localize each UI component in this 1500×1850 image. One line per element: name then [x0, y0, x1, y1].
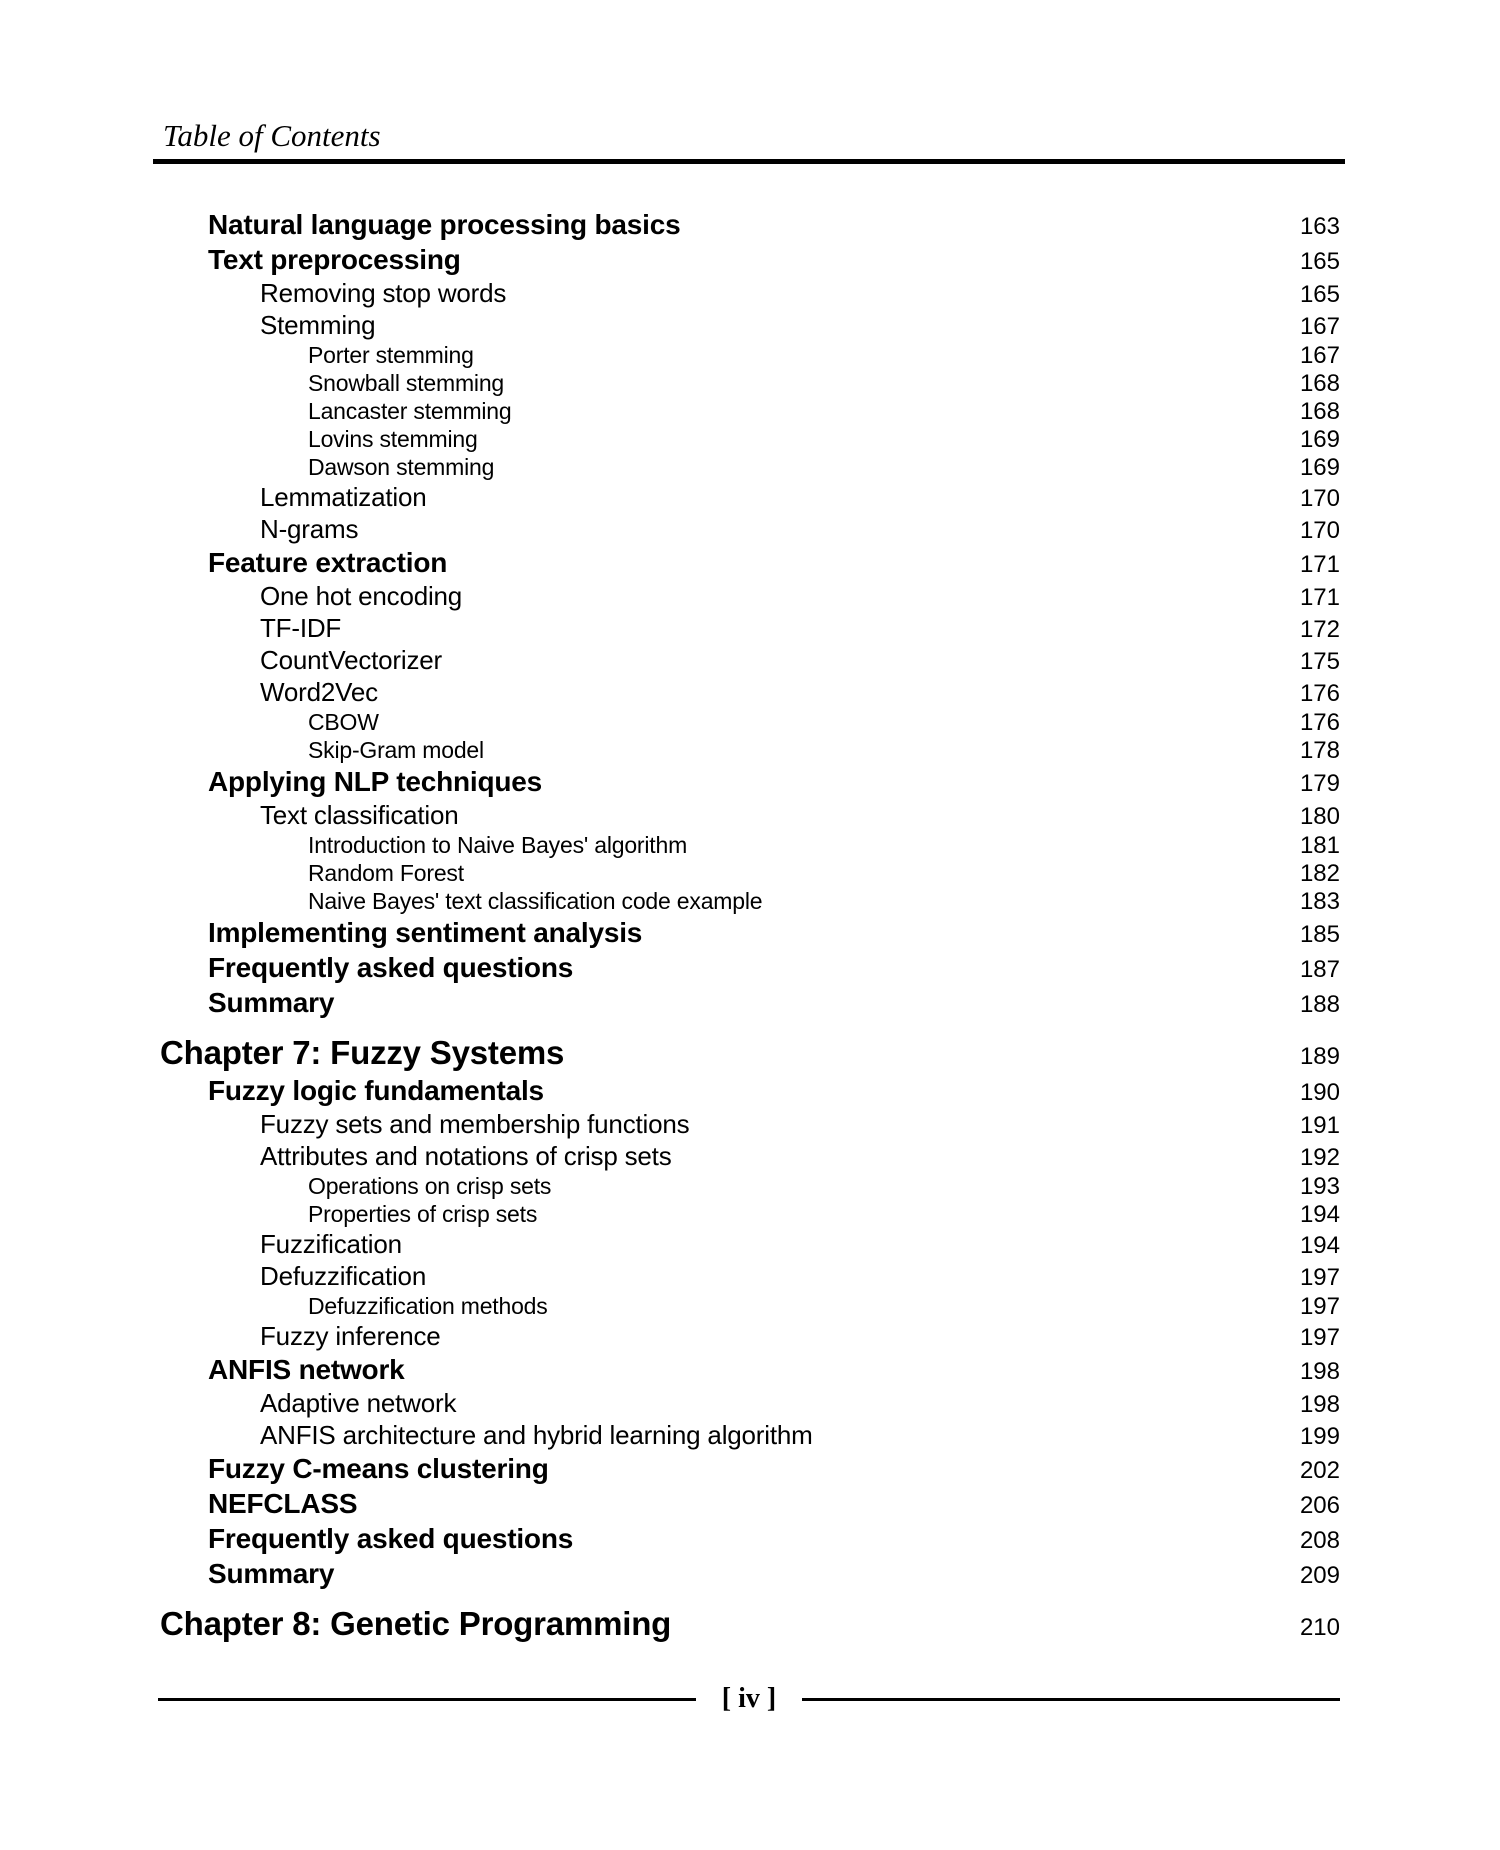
toc-entry-page-number: 190 — [1299, 1079, 1340, 1106]
toc-entry-page-number: 185 — [1299, 921, 1340, 948]
toc-entry — [160, 799, 1340, 831]
toc-entry-title: Chapter 8: Genetic Programming — [160, 1605, 672, 1642]
toc-entry-page-number: 168 — [1299, 370, 1340, 397]
toc-entry-page-number: 197 — [1299, 1324, 1340, 1351]
toc-entry — [160, 1451, 1340, 1486]
toc-entry-title: N-grams — [260, 514, 359, 544]
toc-entry-title: ANFIS network — [208, 1354, 405, 1385]
toc-entry-title: Dawson stemming — [308, 454, 495, 480]
toc-entry-page-number: 210 — [1299, 1614, 1340, 1641]
page-footer — [158, 1682, 1340, 1716]
toc-entry-page-number: 169 — [1299, 454, 1340, 481]
toc-entry-title: Implementing sentiment analysis — [208, 917, 643, 948]
toc-entry-title: Random Forest — [308, 860, 464, 886]
toc-entry — [160, 242, 1340, 277]
header-rule — [153, 159, 1345, 164]
toc-entry — [160, 1604, 1340, 1644]
toc-entry-page-number: 172 — [1299, 616, 1340, 643]
toc-entry-title: Applying NLP techniques — [208, 766, 543, 797]
toc-entry-title: Defuzzification — [260, 1261, 427, 1291]
toc-entry — [160, 736, 1340, 764]
toc-entry — [160, 1292, 1340, 1320]
toc-entry-page-number: 183 — [1299, 888, 1340, 915]
toc-entry-page-number: 193 — [1299, 1173, 1340, 1200]
toc-entry — [160, 1172, 1340, 1200]
toc-entry — [160, 1320, 1340, 1352]
toc-entry — [160, 1352, 1340, 1387]
toc-entry — [160, 341, 1340, 369]
toc-entry — [160, 277, 1340, 309]
toc-entry-title: Lancaster stemming — [308, 398, 512, 424]
toc-entry-page-number: 202 — [1299, 1457, 1340, 1484]
toc-entry-page-number: 176 — [1299, 680, 1340, 707]
toc-entry-page-number: 178 — [1299, 737, 1340, 764]
toc-entry — [160, 545, 1340, 580]
footer-rule-right — [802, 1698, 1340, 1701]
toc-entry-page-number: 176 — [1299, 709, 1340, 736]
toc-entry-title: Stemming — [260, 310, 376, 340]
toc-entry-page-number: 206 — [1299, 1492, 1340, 1519]
toc-entry — [160, 1108, 1340, 1140]
toc-entry — [160, 309, 1340, 341]
toc-entry-title: One hot encoding — [260, 581, 463, 611]
toc-entry — [160, 1556, 1340, 1591]
toc-entry-page-number: 171 — [1299, 584, 1340, 611]
toc-entry-page-number: 199 — [1299, 1423, 1340, 1450]
toc-entry — [160, 1033, 1340, 1073]
toc-entry — [160, 580, 1340, 612]
toc-entry-title: Attributes and notations of crisp sets — [260, 1141, 672, 1171]
toc-entry — [160, 612, 1340, 644]
toc-entry-title: Chapter 7: Fuzzy Systems — [160, 1034, 565, 1071]
toc-list — [160, 207, 1340, 1644]
toc-entry — [160, 1073, 1340, 1108]
toc-entry-title: Fuzzy sets and membership functions — [260, 1109, 690, 1139]
toc-entry — [160, 481, 1340, 513]
toc-entry — [160, 1140, 1340, 1172]
toc-entry-page-number: 170 — [1299, 485, 1340, 512]
toc-entry-page-number: 191 — [1299, 1112, 1340, 1139]
toc-entry-title: Fuzzy logic fundamentals — [208, 1075, 544, 1106]
toc-entry-page-number: 175 — [1299, 648, 1340, 675]
toc-entry-page-number: 198 — [1299, 1358, 1340, 1385]
toc-entry-page-number: 165 — [1299, 248, 1340, 275]
toc-entry — [160, 831, 1340, 859]
toc-entry-title: Summary — [208, 1558, 335, 1589]
toc-entry-title: Porter stemming — [308, 342, 474, 368]
toc-entry-title: Lemmatization — [260, 482, 427, 512]
toc-entry-page-number: 167 — [1299, 313, 1340, 340]
toc-entry-title: Frequently asked questions — [208, 1523, 574, 1554]
toc-entry-page-number: 171 — [1299, 551, 1340, 578]
toc-entry-title: Removing stop words — [260, 278, 507, 308]
toc-entry-title: CBOW — [308, 709, 379, 735]
toc-entry-title: Lovins stemming — [308, 426, 478, 452]
toc-entry-page-number: 208 — [1299, 1527, 1340, 1554]
toc-entry-page-number: 167 — [1299, 342, 1340, 369]
toc-entry-title: Feature extraction — [208, 547, 448, 578]
toc-entry-title: Snowball stemming — [308, 370, 505, 396]
toc-entry-title: Text preprocessing — [208, 244, 461, 275]
toc-entry-title: Fuzzy C-means clustering — [208, 1453, 549, 1484]
toc-entry — [160, 950, 1340, 985]
toc-entry-page-number: 189 — [1299, 1043, 1340, 1070]
toc-entry — [160, 1521, 1340, 1556]
toc-entry — [160, 887, 1340, 915]
toc-entry — [160, 369, 1340, 397]
toc-entry-title: Adaptive network — [260, 1388, 457, 1418]
toc-entry-page-number: 169 — [1299, 426, 1340, 453]
toc-entry — [160, 207, 1340, 242]
toc-entry-page-number: 197 — [1299, 1293, 1340, 1320]
toc-entry-title: TF-IDF — [260, 613, 342, 643]
toc-entry — [160, 1419, 1340, 1451]
toc-entry-page-number: 182 — [1299, 860, 1340, 887]
toc-entry-page-number: 198 — [1299, 1391, 1340, 1418]
toc-entry — [160, 425, 1340, 453]
toc-entry — [160, 1387, 1340, 1419]
toc-entry-title: Natural language processing basics — [208, 209, 681, 240]
toc-entry-page-number: 181 — [1299, 832, 1340, 859]
toc-entry — [160, 708, 1340, 736]
toc-entry-title: Skip-Gram model — [308, 737, 484, 763]
toc-entry-title: Introduction to Naive Bayes' algorithm — [308, 832, 688, 858]
toc-entry — [160, 764, 1340, 799]
toc-entry-title: Properties of crisp sets — [308, 1201, 538, 1227]
toc-entry — [160, 644, 1340, 676]
toc-entry-title: Frequently asked questions — [208, 952, 574, 983]
toc-entry-page-number: 170 — [1299, 517, 1340, 544]
toc-entry-title: Summary — [208, 987, 335, 1018]
toc-entry-page-number: 165 — [1299, 281, 1340, 308]
toc-entry-title: Operations on crisp sets — [308, 1173, 552, 1199]
footer-rule-left — [158, 1698, 696, 1701]
toc-entry — [160, 985, 1340, 1020]
toc-entry-title: ANFIS architecture and hybrid learning algorithm — [260, 1420, 813, 1450]
toc-entry — [160, 513, 1340, 545]
toc-entry-title: CountVectorizer — [260, 645, 442, 675]
toc-entry — [160, 915, 1340, 950]
toc-entry-title: NEFCLASS — [208, 1488, 358, 1519]
toc-entry-page-number: 197 — [1299, 1264, 1340, 1291]
toc-entry-page-number: 192 — [1299, 1144, 1340, 1171]
footer-page-number: [ iv ] — [721, 1683, 777, 1714]
toc-entry-page-number: 194 — [1299, 1232, 1340, 1259]
toc-entry-page-number: 180 — [1299, 803, 1340, 830]
toc-entry — [160, 1260, 1340, 1292]
toc-entry — [160, 676, 1340, 708]
toc-entry-page-number: 187 — [1299, 956, 1340, 983]
toc-entry-page-number: 179 — [1299, 770, 1340, 797]
toc-entry — [160, 1486, 1340, 1521]
toc-entry-title: Naive Bayes' text classification code example — [308, 888, 763, 914]
toc-entry-title: Text classification — [260, 800, 459, 830]
toc-entry-title: Fuzzy inference — [260, 1321, 441, 1351]
toc-entry-page-number: 163 — [1299, 213, 1340, 240]
toc-entry-title: Defuzzification methods — [308, 1293, 548, 1319]
toc-entry-page-number: 188 — [1299, 991, 1340, 1018]
toc-entry — [160, 859, 1340, 887]
toc-entry-page-number: 209 — [1299, 1562, 1340, 1589]
toc-entry — [160, 1200, 1340, 1228]
toc-entry-title: Fuzzification — [260, 1229, 402, 1259]
toc-entry — [160, 453, 1340, 481]
toc-entry-page-number: 194 — [1299, 1201, 1340, 1228]
page-title: Table of Contents — [163, 118, 381, 153]
toc-entry — [160, 1228, 1340, 1260]
toc-entry-title: Word2Vec — [260, 677, 378, 707]
toc-entry-page-number: 168 — [1299, 398, 1340, 425]
toc-entry — [160, 397, 1340, 425]
